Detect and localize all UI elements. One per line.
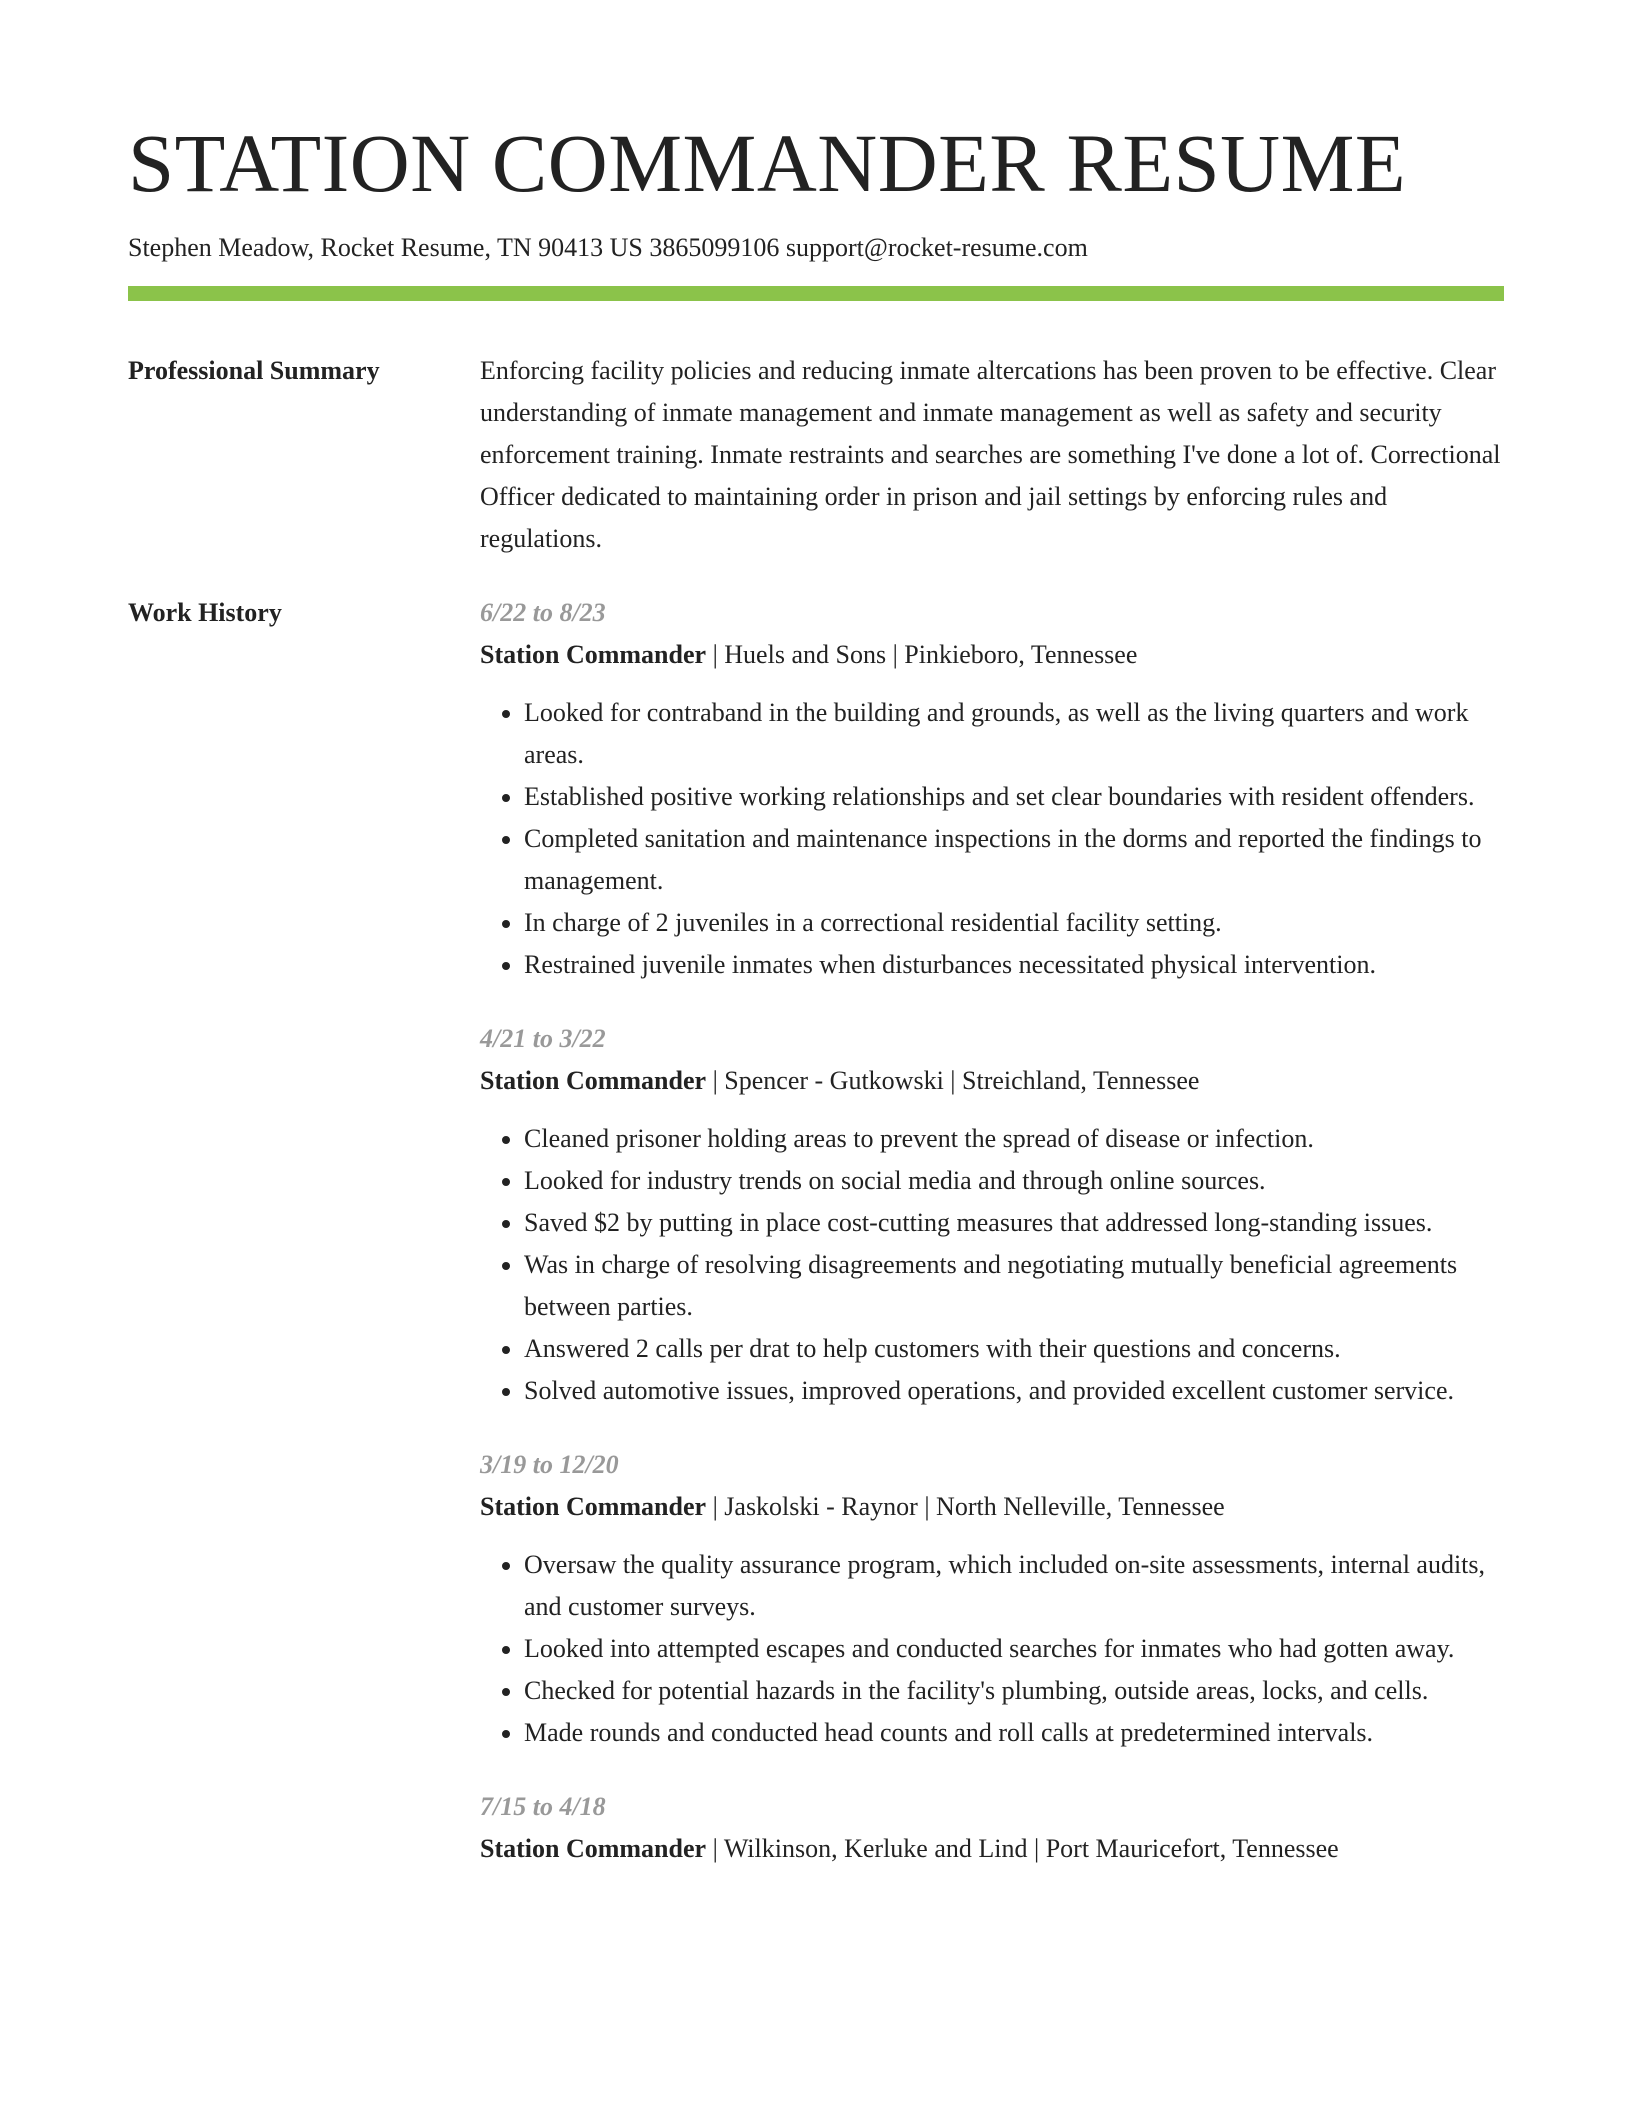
job-bullet: • Established positive working relationships and set clear boundaries with resident offenders. (524, 776, 1504, 818)
separator: | (706, 640, 725, 669)
resume-title: STATION COMMANDER RESUME (128, 117, 1407, 209)
job-dates: 3/19 to 12/20 (480, 1450, 619, 1479)
separator: | (943, 1066, 963, 1095)
job-location: Streichland, Tennessee (962, 1066, 1200, 1095)
job-role: Station Commander (480, 640, 707, 669)
job-bullet: • Made rounds and conducted head counts and roll calls at predetermined intervals. (524, 1712, 1504, 1754)
contact-line: Stephen Meadow, Rocket Resume, TN 90413 US 3865099106 support@rocket-resume.com (128, 233, 1088, 262)
job-bullet: • Looked into attempted escapes and conducted searches for inmates who had gotten away. (524, 1628, 1504, 1670)
job-bullet: • Oversaw the quality assurance program, which included on-site assessments, internal audits, and customer surveys. (524, 1544, 1504, 1628)
job-entry (480, 1018, 1504, 1412)
job-entry (480, 1444, 1504, 1754)
section-label-work-history: Work History (128, 598, 282, 627)
job-bullet: • Looked for industry trends on social media and through online sources. (524, 1160, 1504, 1202)
job-bullet: • Checked for potential hazards in the facility's plumbing, outside areas, locks, and cells. (524, 1670, 1504, 1712)
job-bullet: • Restrained juvenile inmates when disturbances necessitated physical intervention. (524, 944, 1504, 986)
job-bullet-list (480, 692, 1504, 986)
job-entry (480, 1786, 1504, 1870)
job-bullet: • In charge of 2 juveniles in a correctional residential facility setting. (524, 902, 1504, 944)
separator: | (706, 1834, 724, 1863)
job-role: Station Commander (480, 1834, 707, 1863)
job-dates: 6/22 to 8/23 (480, 598, 606, 627)
job-bullet: • Looked for contraband in the building and grounds, as well as the living quarters and work areas. (524, 692, 1504, 776)
job-bullet: • Saved $2 by putting in place cost-cutting measures that addressed long-standing issues. (524, 1202, 1504, 1244)
separator: | (1027, 1834, 1046, 1863)
job-bullet: • Completed sanitation and maintenance inspections in the dorms and reported the findings to management. (524, 818, 1504, 902)
separator: | (706, 1492, 725, 1521)
job-location: Port Mauricefort, Tennessee (1045, 1834, 1339, 1863)
job-entry (480, 592, 1504, 986)
separator: | (917, 1492, 937, 1521)
job-bullet: • Answered 2 calls per drat to help customers with their questions and concerns. (524, 1328, 1504, 1370)
job-company: Jaskolski - Raynor (724, 1492, 918, 1521)
job-bullet-list (480, 1118, 1504, 1412)
section-label-summary: Professional Summary (128, 356, 380, 385)
job-dates: 7/15 to 4/18 (480, 1792, 606, 1821)
job-location: Pinkieboro, Tennessee (904, 640, 1138, 669)
separator: | (886, 640, 905, 669)
accent-divider (128, 286, 1504, 301)
job-role: Station Commander (480, 1066, 707, 1095)
job-heading (480, 1828, 1504, 1870)
summary-text: Enforcing facility policies and reducing inmate altercations has been proven to be effective. Clear understanding of inmate management and inmate management as well as safety and security enforcement training. Inmate restraints and searches are something I've done a lot of. Correctional Officer dedicated to maintaining order in prison and jail settings by enforcing rules and regulations. (480, 356, 1501, 553)
job-bullet-list (480, 1544, 1504, 1754)
job-company: Huels and Sons (724, 640, 887, 669)
job-bullet: • Cleaned prisoner holding areas to prevent the spread of disease or infection. (524, 1118, 1504, 1160)
job-bullet: • Solved automotive issues, improved operations, and provided excellent customer service. (524, 1370, 1504, 1412)
job-role: Station Commander (480, 1492, 707, 1521)
job-heading (480, 1060, 1504, 1102)
job-list (480, 592, 1504, 1902)
job-heading (480, 1486, 1504, 1528)
job-heading (480, 634, 1504, 676)
job-bullet: • Was in charge of resolving disagreements and negotiating mutually beneficial agreements between parties. (524, 1244, 1504, 1328)
job-location: North Nelleville, Tennessee (936, 1492, 1225, 1521)
job-company: Wilkinson, Kerluke and Lind (723, 1834, 1028, 1863)
job-dates: 4/21 to 3/22 (480, 1024, 606, 1053)
separator: | (706, 1066, 725, 1095)
job-company: Spencer - Gutkowski (724, 1066, 944, 1095)
